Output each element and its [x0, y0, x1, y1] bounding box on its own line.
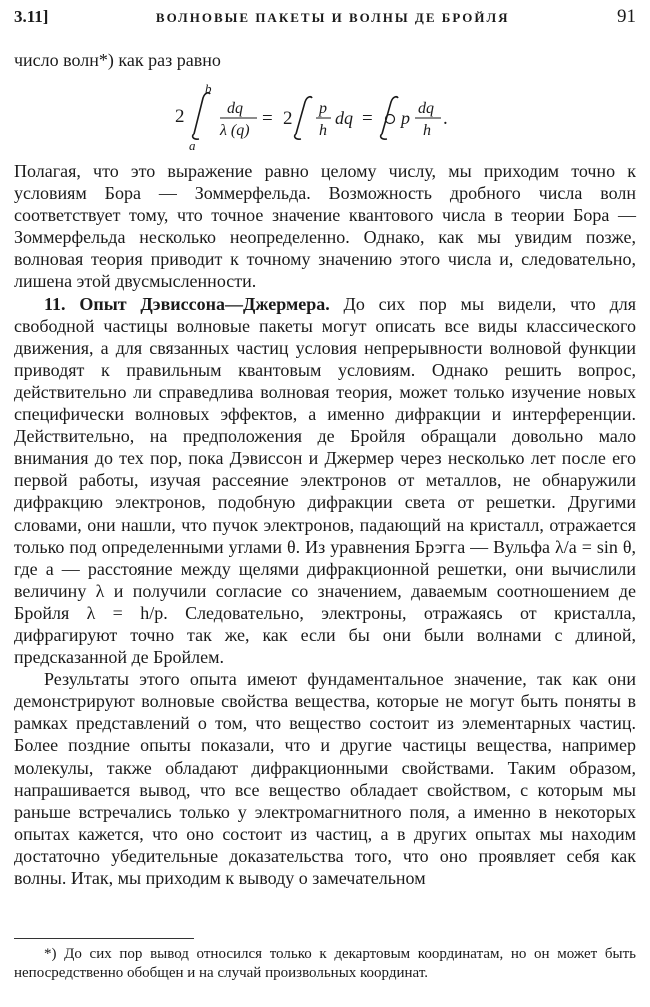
- frac1-denominator: λ (q): [220, 122, 250, 139]
- equals-1: =: [262, 108, 273, 129]
- body-text: [14, 160, 636, 889]
- equals-2: =: [362, 108, 373, 129]
- formula-coef-1: 2: [175, 106, 185, 127]
- integral-sign-2: [295, 97, 312, 139]
- frac3-denominator: h: [423, 122, 431, 139]
- section-number: 3.11]: [14, 7, 49, 26]
- frac2-numerator: p: [319, 100, 327, 117]
- section-heading: 11. Опыт Дэвиссона—Джермера.: [44, 293, 330, 314]
- running-title: ВОЛНОВЫЕ ПАКЕТЫ И ВОЛНЫ ДЕ БРОЙЛЯ: [155, 10, 510, 25]
- p-symbol: p: [401, 108, 410, 128]
- running-header: [14, 6, 636, 32]
- frac1-numerator: dq: [227, 100, 243, 117]
- footnote-rule: [14, 938, 194, 939]
- paragraph-2-text: До сих пор мы видели, что для свободной частицы волновые пакеты могут описать все виды классического движения, а для связанных частиц условия непрерывности волновой функции приводят к правильным квантовым условиям. Однако решить вопрос, действительно ли справедлива волновая теория, может только изучение новых специфически волновых эффектов, а именно дифракции и интерференции. Действительно, на предположения де Бройля обращали довольно мало внимания до тех пор, пока Дэвиссон и Джермер через несколько лет после его первой работы, изучая рассеяние электронов от металлов, не обнаружили дифракцию электронов, подобную дифракции света от решетки. Другими словами, они нашли, что пучок электронов, падающий на кристалл, отражается только под определенными углами θ. Из уравнения Брэгга — Вульфа λ/a = sin θ, где a — расстояние между щелями дифракционной решетки, они вычислили величину λ и получили согласие со значением, даваемым соотношением де Бройля λ = h/p. Следовательно, электроны, отражаясь от кристалла, дифрагируют точно так же, как если бы они были волнами с длиной, предсказанной де Бройлем.: [14, 293, 636, 668]
- page-number: 91: [616, 6, 636, 27]
- lower-limit: a: [189, 138, 196, 153]
- upper-limit: b: [205, 84, 212, 96]
- formula-coef-2: 2: [283, 108, 293, 129]
- intro-line: число волн*) как раз равно: [14, 50, 221, 70]
- display-formula: [175, 84, 495, 156]
- integral-sign-1: [193, 93, 210, 139]
- frac2-denominator: h: [319, 122, 327, 139]
- frac3-numerator: dq: [418, 100, 434, 117]
- paragraph-1: Полагая, что это выражение равно целому числу, мы приходим точно к условиям Бора — Зоммерфельда. Возможность дробного числа волн соответствует тому, что точное значение квантового числа в теории Бора — Зоммерфельда несколько неопределенно. Однако, как мы увидим позже, волновая теория приводит к точному значению этого числа и, следовательно, лишена этой двусмысленности.: [14, 161, 636, 292]
- dq: dq: [335, 108, 353, 128]
- formula-period: .: [443, 108, 448, 129]
- contour-integral-sign: [381, 97, 398, 139]
- paragraph-3: Результаты этого опыта имеют фундаментальное значение, так как они демонстрируют волновые свойства вещества, которые не могут быть поняты в рамках представлений о том, что вещество состоит из элементарных частиц. Более поздние опыты показали, что и другие частицы вещества, например молекулы, также обладают дифракционными свойствами. Таким образом, напрашивается вывод, что все вещество обладает свойством, с которым мы раньше встречались только у электромагнитного поля, а именно в некоторых опытах кажется, что оно состоит из частиц, а в других опытах мы находим достаточно убедительные доказательства того, что оно проявляет себя как волны. Итак, мы приходим к выводу о замечательном: [14, 669, 636, 888]
- paragraph-2: [14, 293, 636, 669]
- footnote: *) До сих пор вывод относился только к декартовым координатам, но он может быть непосредственно обобщен и на случай произвольных координат.: [14, 946, 636, 981]
